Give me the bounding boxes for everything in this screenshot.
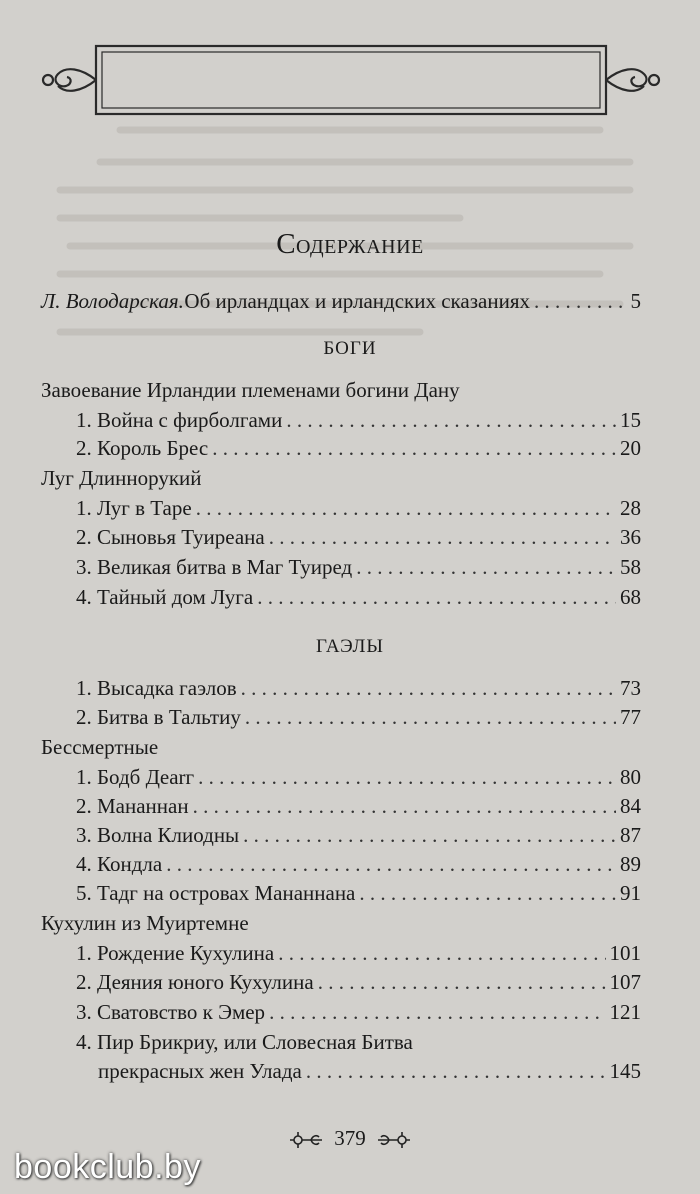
- toc-entry: [76, 704, 641, 730]
- chapter-heading: Луг Длиннорукий: [41, 466, 202, 490]
- entry-label: 1. Луг в Таре: [76, 496, 192, 520]
- toc-entry: [76, 524, 641, 550]
- entry-label: 1. Рождение Кухулина: [76, 941, 275, 965]
- dot-leader: [212, 435, 616, 461]
- toc-entry: [76, 880, 641, 906]
- fleuron-right-icon: [377, 1131, 411, 1149]
- page-number: 28: [620, 496, 641, 520]
- entry-label: 5. Тадг на островах Мананнана: [76, 881, 356, 905]
- page-number: 107: [609, 970, 641, 994]
- entry-label: 3. Волна Клиодны: [76, 823, 240, 847]
- dot-leader: [359, 880, 616, 906]
- intro-author: Л. Володарская.: [41, 289, 184, 313]
- entry-label: 4. Кондла: [76, 852, 163, 876]
- toc-entry: [76, 584, 641, 610]
- toc-entry: [76, 940, 641, 966]
- dot-leader: [356, 554, 616, 580]
- page-number: 89: [620, 852, 641, 876]
- dot-leader: [318, 969, 606, 995]
- dot-leader: [196, 495, 616, 521]
- page-title: Содержание: [276, 228, 424, 260]
- toc-intro-entry: [41, 288, 641, 314]
- dot-leader: [243, 822, 616, 848]
- page-number: 20: [620, 436, 641, 460]
- intro-title: Об ирландцах и ирландских сказаниях: [184, 289, 530, 313]
- dot-leader: [257, 584, 616, 610]
- dot-leader: [269, 524, 616, 550]
- entry-label: 2. Мананнан: [76, 794, 189, 818]
- chapter-heading: Завоевание Ирландии племенами богини Дану: [41, 378, 460, 402]
- page-number: 84: [620, 794, 641, 818]
- dot-leader: [245, 704, 616, 730]
- page-number: 77: [620, 705, 641, 729]
- entry-label: 2. Битва в Тальтиу: [76, 705, 241, 729]
- watermark-text: bookclub.by: [14, 1148, 201, 1186]
- entry-label: прекрасных жен Улада: [98, 1059, 302, 1083]
- toc-entry: [76, 969, 641, 995]
- entry-label: 2. Сыновья Туиреана: [76, 525, 265, 549]
- entry-label: 2. Король Брес: [76, 436, 209, 460]
- page-number: 5: [630, 289, 641, 313]
- entry-label: 2. Деяния юного Кухулина: [76, 970, 314, 994]
- chapter-heading: Кухулин из Муиртемне: [41, 911, 249, 935]
- entry-label: 4. Пир Брикриу, или Словесная Битва: [76, 1030, 413, 1054]
- ornamental-header-frame: [36, 40, 666, 120]
- dot-leader: [269, 999, 605, 1025]
- entry-label: 4. Тайный дом Луга: [76, 585, 254, 609]
- entry-label: 3. Великая битва в Маг Туиред: [76, 555, 353, 579]
- page-number: 73: [620, 676, 641, 700]
- section-heading-gaels: ГАЭЛЫ: [316, 636, 384, 657]
- page-number: 15: [620, 408, 641, 432]
- entry-label: 1. Бодб Дearг: [76, 765, 195, 789]
- dot-leader: [198, 764, 616, 790]
- page-number: 36: [620, 525, 641, 549]
- page-number: 68: [620, 585, 641, 609]
- dot-leader: [278, 940, 605, 966]
- dot-leader: [286, 407, 616, 433]
- toc-entry: [76, 999, 641, 1025]
- page-number: 58: [620, 555, 641, 579]
- page-number: 87: [620, 823, 641, 847]
- toc-entry: [76, 435, 641, 461]
- toc-entry: [76, 851, 641, 877]
- toc-entry: [76, 822, 641, 848]
- toc-entry: [76, 1029, 641, 1055]
- dot-leader: [166, 851, 616, 877]
- dot-leader: [534, 288, 627, 314]
- page-number-footer: 379: [334, 1126, 366, 1150]
- toc-entry-continuation: [98, 1058, 641, 1084]
- toc-entry: [76, 407, 641, 433]
- page-number: 121: [609, 1000, 641, 1024]
- toc-entry: [76, 675, 641, 701]
- fleuron-left-icon: [289, 1131, 323, 1149]
- page-number: 145: [609, 1059, 641, 1083]
- toc-entry: [76, 793, 641, 819]
- dot-leader: [241, 675, 616, 701]
- page-number: 91: [620, 881, 641, 905]
- entry-label: 1. Война с фирболгами: [76, 408, 283, 432]
- toc-entry: [76, 495, 641, 521]
- section-heading-gods: БОГИ: [323, 338, 377, 359]
- page-number: 101: [609, 941, 641, 965]
- entry-label: 3. Сватовство к Эмер: [76, 1000, 266, 1024]
- entry-label: 1. Высадка гаэлов: [76, 676, 237, 700]
- chapter-heading: Бессмертные: [41, 735, 159, 759]
- dot-leader: [193, 793, 616, 819]
- toc-entry: [76, 554, 641, 580]
- toc-entry: [76, 764, 641, 790]
- page-number: 80: [620, 765, 641, 789]
- dot-leader: [306, 1058, 606, 1084]
